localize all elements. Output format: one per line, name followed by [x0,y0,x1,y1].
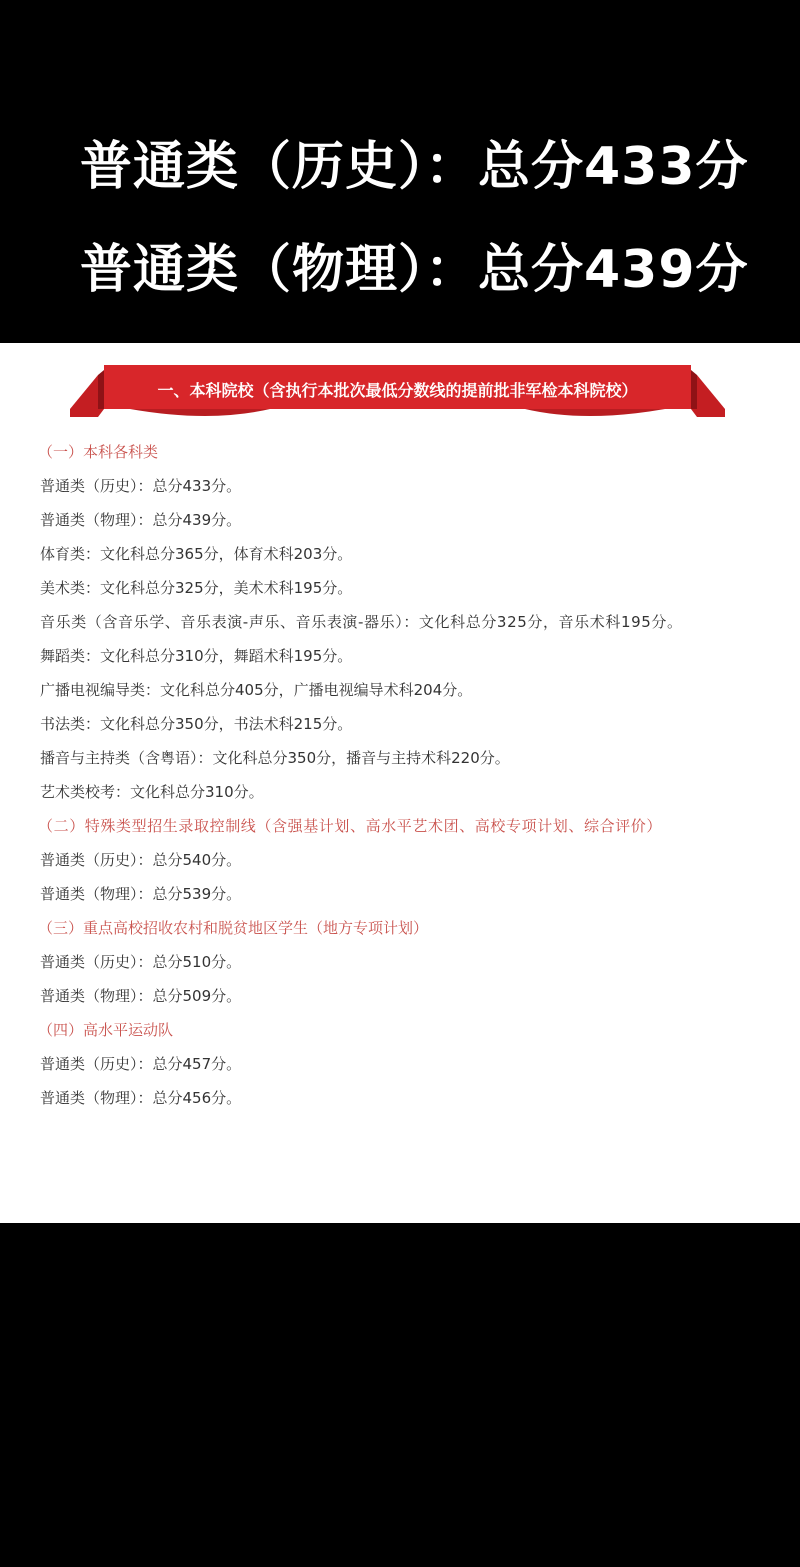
banner-title: 一、本科院校（含执行本批次最低分数线的提前批非军检本科院校） [157,381,638,400]
list-item: 普通类（历史）：总分540分。 [40,851,242,869]
list-item: 广播电视编导类：文化科总分405分，广播电视编导术科204分。 [40,681,473,699]
score-list [0,435,800,1115]
caption-overlay [0,0,800,343]
section-heading-sports: （四）高水平运动队 [38,1021,174,1039]
section-heading-undergrad: （一）本科各科类 [38,443,159,461]
section-heading-rural: （三）重点高校招收农村和脱贫地区学生（地方专项计划） [38,919,429,937]
list-item: 普通类（物理）：总分439分。 [40,511,242,529]
list-item: 音乐类（含音乐学、音乐表演-声乐、音乐表演-器乐）：文化科总分325分，音乐术科195分。 [40,613,683,631]
list-item: 普通类（物理）：总分456分。 [40,1089,242,1107]
list-item: 书法类：文化科总分350分，书法术科215分。 [40,715,353,733]
list-item: 艺术类校考：文化科总分310分。 [40,783,264,801]
list-item: 普通类（物理）：总分509分。 [40,987,242,1005]
list-item: 体育类：文化科总分365分，体育术科203分。 [40,545,353,563]
document-panel [0,343,800,1223]
list-item: 普通类（历史）：总分457分。 [40,1055,242,1073]
list-item: 普通类（历史）：总分433分。 [40,477,242,495]
section-heading-special: （二）特殊类型招生录取控制线（含强基计划、高水平艺术团、高校专项计划、综合评价） [38,817,663,835]
section-banner [70,365,725,421]
list-item: 普通类（物理）：总分539分。 [40,885,242,903]
list-item: 美术类：文化科总分325分，美术术科195分。 [40,579,353,597]
caption-line-physics: 普通类（物理）：总分439分 [80,240,749,300]
bottom-black-area [0,1223,800,1567]
list-item: 播音与主持类（含粤语）：文化科总分350分，播音与主持术科220分。 [40,749,510,767]
list-item: 普通类（历史）：总分510分。 [40,953,242,971]
list-item: 舞蹈类：文化科总分310分，舞蹈术科195分。 [40,647,353,665]
caption-line-history: 普通类（历史）：总分433分 [80,137,749,197]
